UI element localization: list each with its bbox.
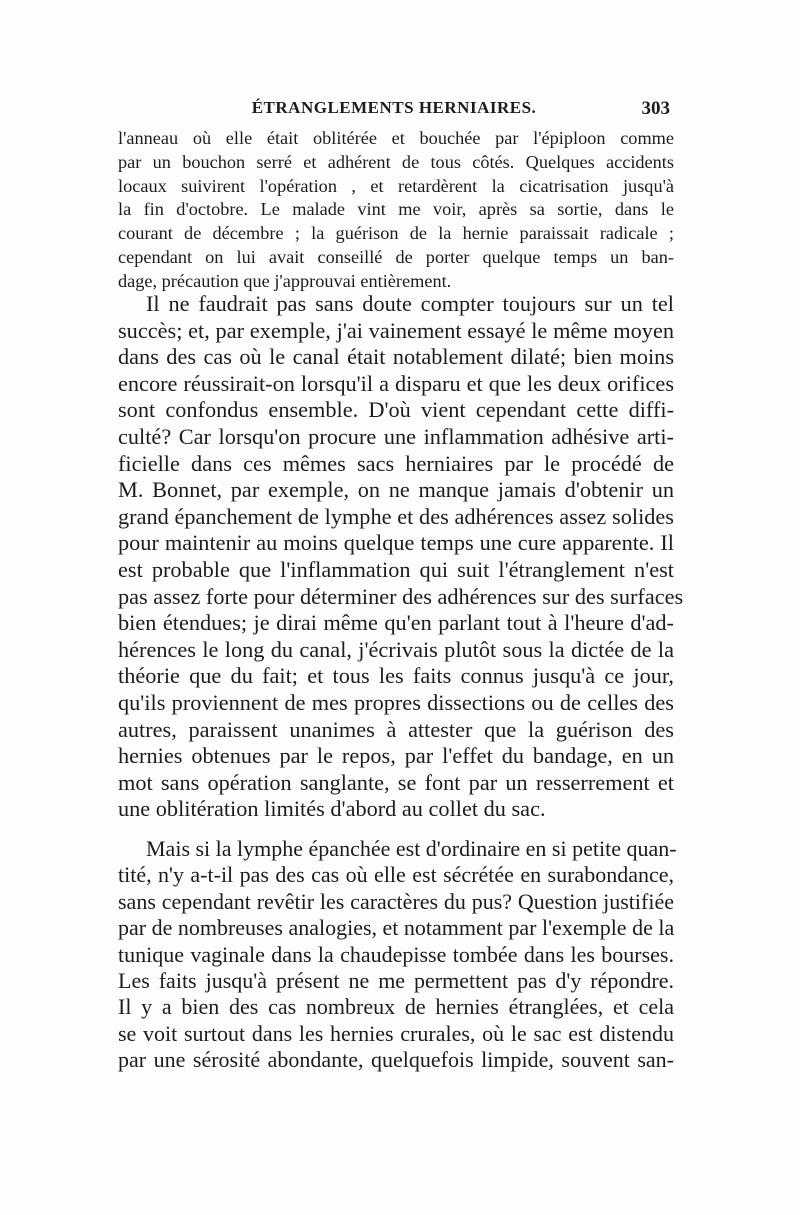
text-line: ficielle dans ces mêmes sacs herniaires par le procédé de — [118, 450, 674, 476]
chapter-title: ÉTRANGLEMENTS HERNIAIRES. — [251, 98, 537, 117]
text-line: Il ne faudrait pas sans doute compter toujours sur un tel — [146, 291, 674, 316]
text-line: bien étendues; je dirai même qu'en parlant tout à l'heure d'ad- — [118, 610, 674, 636]
text-line: autres, paraissent unanimes à attester que la guérison des — [118, 716, 674, 742]
text-line: est probable que l'inflammation qui suit l'étranglement n'est — [118, 556, 674, 582]
page-number: 303 — [641, 98, 670, 119]
running-header — [118, 98, 670, 122]
text-line: cependant on lui avait conseillé de porter quelque temps un ban- — [118, 246, 674, 267]
text-line: par de nombreuses analogies, et notamment par l'exemple de la — [118, 915, 675, 941]
text-line: locaux suivirent l'opération , et retardèrent la cicatrisation jusqu'à — [118, 175, 674, 196]
text-line: qu'ils proviennent de mes propres dissections ou de celles des — [118, 689, 674, 715]
text-line: par un bouchon serré et adhérent de tous côtés. Quelques accidents — [118, 151, 674, 172]
text-line: M. Bonnet, par exemple, on ne manque jamais d'obtenir un — [118, 477, 674, 503]
paragraph-lymph — [118, 836, 677, 1074]
text-line: Les faits jusqu'à présent ne me permettent pas d'y répondre. — [118, 968, 674, 994]
text-line: encore réussirait-on lorsqu'il a disparu et que les deux orifices — [118, 370, 674, 396]
text-line: Mais si la lymphe épanchée est d'ordinaire en si petite quan- — [146, 836, 677, 861]
text-line: culté? Car lorsqu'on procure une inflammation adhésive arti- — [118, 423, 674, 449]
paragraph-continued — [118, 127, 674, 294]
text-line: succès; et, par exemple, j'ai vainement essayé le même moyen — [118, 317, 674, 343]
text-line: la fin d'octobre. Le malade vint me voir, après sa sortie, dans le — [118, 199, 674, 220]
text-line: se voit surtout dans les hernies crurales, où le sac est distendu — [118, 1020, 674, 1046]
text-line: hernies obtenues par le repos, par l'effet du bandage, en un — [118, 743, 674, 769]
text-line: dage, précaution que j'approuvai entièrement. — [118, 270, 452, 291]
text-line: théorie que du fait; et tous les faits connus jusqu'à ce jour, — [118, 663, 674, 689]
text-line: tunique vaginale dans la chaudepisse tombée dans les bourses. — [118, 941, 674, 967]
text-line: dans des cas où le canal était notablement dilaté; bien moins — [118, 344, 674, 370]
text-line: courant de décembre ; la guérison de la hernie paraissait radicale ; — [118, 223, 674, 244]
text-line: sont confondus ensemble. D'où vient cependant cette diffi- — [118, 397, 674, 423]
text-line: Il y a bien des cas nombreux de hernies étranglées, et cela — [118, 994, 674, 1020]
text-line: mot sans opération sanglante, se font par un resserrement et — [118, 769, 674, 795]
paragraph-adhesions — [118, 291, 684, 823]
text-line: hérences le long du canal, j'écrivais plutôt sous la dictée de la — [118, 636, 674, 662]
text-line: tité, n'y a-t-il pas des cas où elle est sécrétée en surabondance, — [118, 862, 674, 888]
text-line: une oblitération limités d'abord au collet du sac. — [118, 796, 546, 822]
text-line: pour maintenir au moins quelque temps une cure apparente. Il — [118, 530, 674, 556]
text-line: par une sérosité abondante, quelquefois limpide, souvent san- — [118, 1047, 674, 1073]
text-line: pas assez forte pour déterminer des adhérences sur des surfaces — [118, 583, 684, 609]
text-line: sans cependant revêtir les caractères du pus? Question justifiée — [118, 888, 674, 914]
text-line: grand épanchement de lymphe et des adhérences assez solides — [118, 503, 674, 529]
text-line: l'anneau où elle était oblitérée et bouchée par l'épiploon comme — [118, 128, 674, 148]
